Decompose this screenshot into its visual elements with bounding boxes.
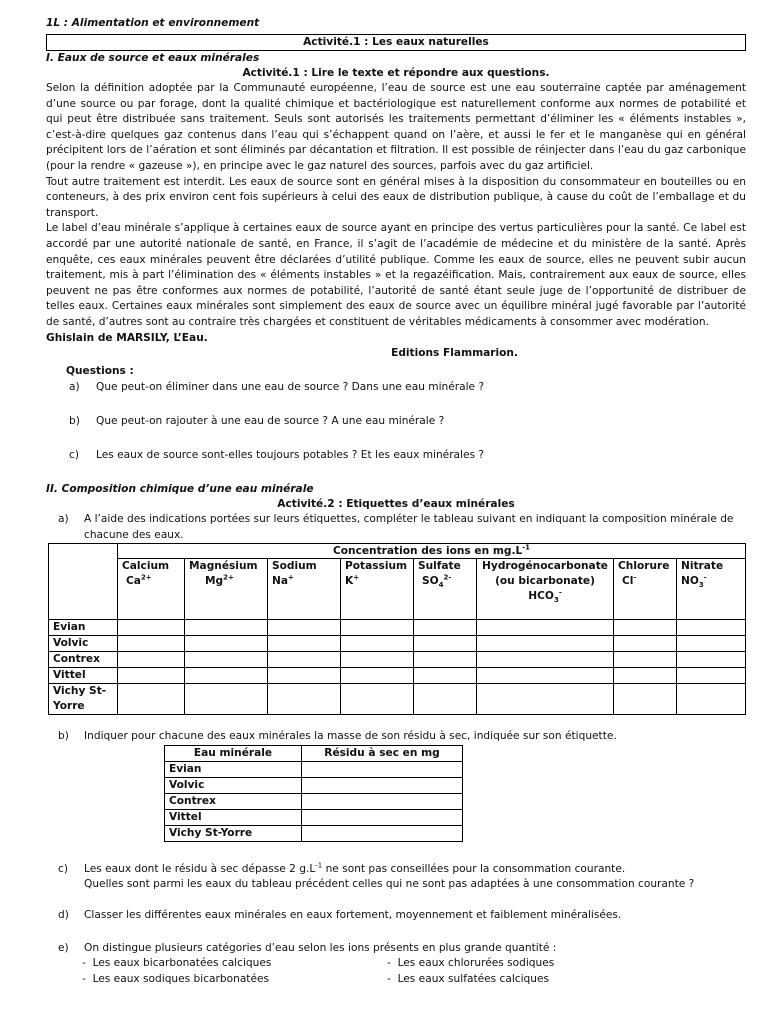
table-cell [414,652,477,668]
concentration-table [48,543,746,715]
residue-table [164,745,463,842]
item-c [46,862,746,893]
item-b-text: Indiquer pour chacune des eaux minérales la masse de son résidu à sec, indiquée sur son étiquette. [84,730,617,743]
question-b [66,414,746,429]
ion-subscript: 3 [553,596,559,605]
item-letter: e) [58,941,69,954]
table-cell [341,684,414,715]
question-letter: c) [69,449,79,462]
ion-subscript: 4 [438,581,444,590]
table-cell [414,668,477,684]
row-label: Volvic [165,777,302,793]
ion-charge: - [558,588,562,597]
row-label: Contrex [165,793,302,809]
ion-charge: - [633,573,637,582]
table-cell [614,636,677,652]
item-a-text: A l’aide des indications portées sur leurs étiquettes, compléter le tableau suivant en indiquant la composition minérale de chacune des eaux. [84,513,734,541]
ion-charge: 2- [443,573,452,582]
table-cell [477,636,614,652]
row-label: Evian [49,620,118,636]
table-cell [614,684,677,715]
table-cell [677,684,746,715]
table-row [49,684,746,715]
ion-symbol: HCO [528,590,554,603]
table-cell [677,668,746,684]
column-name: Potassium [345,560,408,573]
category-item: - Les eaux bicarbonatées calciques [82,957,272,970]
table-row [49,652,746,668]
column-name: Magnésium [189,560,258,573]
row-label: Vittel [49,668,118,684]
item-letter: b) [58,730,69,743]
table-row [49,620,746,636]
column-header [118,559,185,620]
category-item: - Les eaux chlorurées sodiques [387,957,555,970]
table-cell [677,652,746,668]
table-cell [477,652,614,668]
activity1-subtitle: Activité.1 : Lire le texte et répondre aux questions. [242,67,550,79]
table-cell [477,668,614,684]
ion-charge: 2+ [223,573,234,582]
column-name: Sodium [272,560,317,573]
table-cell [185,684,268,715]
table-row [165,825,463,841]
table-cell [477,684,614,715]
item-a [46,512,746,543]
table-empty-header [49,559,118,620]
caption-text: Concentration des ions en mg.L [332,545,523,558]
question-a [66,380,746,395]
table-cell [118,636,185,652]
table-cell [302,793,463,809]
caption-exponent: -1 [522,543,531,552]
table-row [49,668,746,684]
categories-list [82,956,746,987]
table-row [49,636,746,652]
item-d [46,908,746,924]
table-cell [614,620,677,636]
table-cell [268,652,341,668]
category-item: - Les eaux sulfatées calciques [387,972,550,985]
table-cell [302,777,463,793]
publisher-credit: Editions Flammarion. [391,347,518,360]
questions-title: Questions : [66,365,134,378]
ion-symbol: Cl [622,575,634,588]
table-cell [118,668,185,684]
item-letter: c) [58,862,68,875]
category-label: Les eaux bicarbonatées calciques [92,957,272,970]
ion-charge: - [703,573,707,582]
row-label: Contrex [49,652,118,668]
column-header [185,559,268,620]
table-cell [302,761,463,777]
table-row [165,777,463,793]
column-header [268,559,341,620]
table-cell [185,652,268,668]
section1-title: I. Eaux de source et eaux minérales [46,52,260,64]
category-label: Les eaux sulfatées calciques [397,972,550,985]
table-cell [414,620,477,636]
section2-title: II. Composition chimique d’une eau minérale [46,483,314,496]
ion-charge: + [353,573,360,582]
item-c-text [84,862,694,893]
column-name: Sulfate [418,560,461,573]
question-letter: b) [69,415,80,428]
table-cell [302,825,463,841]
item-letter: a) [58,513,69,526]
document-page [46,16,746,987]
table-row [165,793,463,809]
question-c [66,448,746,463]
paragraph-1: Selon la définition adoptée par la Communauté européenne, l’eau de source est une eau souterraine captée par aménagement d’une source ou par forage, dont la qualité chimique et bactériologique est naturellement conforme aux normes de potabilité et qui peut être distribuée sans traitement. Seuls sont autorisés les traitements permettant d’éliminer les « éléments instables », c’est-à-dire quelques gaz contenus dans l’eau qui s’échappent quand on l’aère, et aussi le fer et le manganèse qui en général précipitent lors de l’aération et sont éliminés par décantation et filtration. Il est possible de réinjecter dans l’eau du gaz carbonique (pour la rendre « gazeuse »), en principe avec le gaz naturel des sources, parfois avec du gaz artificiel. [46,82,746,172]
row-label: Vichy St-Yorre [49,684,118,715]
row-label: Vichy St-Yorre [165,825,302,841]
table-cell [118,684,185,715]
ion-symbol: SO [422,575,439,588]
paragraph-3: Le label d’eau minérale s’applique à certaines eaux de source ayant en principe des vertus particulières pour la santé. Ce label est accordé par une autorité nationale de santé, en France, il s’agit de l’académie de médecine et du ministère de la santé. Après enquête, ces eaux minérales peuvent être déclarées d’utilité publique. Comme les eaux de source, elles ne peuvent subir aucun traitement, mis à part l’élimination des « éléments instables » et la regazéification. Mais, contrairement aux eaux de source, elles peuvent ne pas être conformes aux normes de potabilité, l’autorité de santé étant seule juge de l’opportunité de distribuer de telles eaux. Certaines eaux minérales sont simplement des eaux de source avec un équilibre minéral jugé favorable par l’autorité de santé, d’autres sont au contraire très chargées et constituent de véritables médicaments à consommer avec modération. [46,222,746,328]
table-cell [185,668,268,684]
paragraph-2: Tout autre traitement est interdit. Les eaux de source sont en général mises à la disposition du consommateur en bouteilles ou en conteneurs, à des prix environ cent fois supérieurs à celui des eaux de distribution publique, à cause du coût de l’emballage et du transport. [46,175,746,219]
question-letter: a) [69,381,80,394]
category-item: - Les eaux sodiques bicarbonatées [82,972,270,985]
residue-header-row [165,745,463,761]
table-cell [268,620,341,636]
ion-symbol: K [345,575,354,588]
ion-symbol: Ca [126,575,141,588]
activity2-subtitle: Activité.2 : Etiquettes d’eaux minérales [277,498,515,511]
ion-subscript: 3 [698,581,704,590]
question-text: Que peut-on éliminer dans une eau de source ? Dans une eau minérale ? [96,381,485,394]
ion-symbol: Mg [205,575,224,588]
questions-block [66,364,746,463]
table-cell [341,652,414,668]
table-cell [118,620,185,636]
item-e-text: On distingue plusieurs catégories d’eau selon les ions présents en plus grande quantité : [84,941,557,954]
category-label: Les eaux chlorurées sodiques [397,957,555,970]
table-cell [302,809,463,825]
ion-symbol: Na [272,575,289,588]
item-letter: d) [58,909,69,922]
row-label: Vittel [165,809,302,825]
column-header [614,559,677,620]
table-header-row [49,559,746,620]
table-cell [118,652,185,668]
table-row [165,761,463,777]
table-cell [185,636,268,652]
category-label: Les eaux sodiques bicarbonatées [92,972,270,985]
item-b [46,729,746,745]
column-name: Calcium [122,560,170,573]
table-corner-cell [49,544,118,559]
table-cell [341,636,414,652]
table-cell [268,636,341,652]
column-name: Hydrogénocarbonate [482,560,608,573]
column-header [677,559,746,620]
column-header [341,559,414,620]
table-cell [677,636,746,652]
course-header: 1L : Alimentation et environnement [46,17,260,29]
row-label: Evian [165,761,302,777]
table-cell [614,668,677,684]
table-cell [614,652,677,668]
item-c-part1: Les eaux dont le résidu à sec dépasse 2 g.L [84,862,316,875]
ion-charge: 2+ [140,573,152,582]
table-cell [185,620,268,636]
column-header: Résidu à sec en mg [302,745,463,761]
activity1-banner: Activité.1 : Les eaux naturelles [46,34,746,51]
column-header [414,559,477,620]
ion-symbol: NO [681,575,699,588]
row-label: Volvic [49,636,118,652]
text-body [46,81,746,331]
item-c-exponent: -1 [315,861,323,870]
table-caption [118,544,746,559]
table-cell [414,636,477,652]
ion-charge: + [288,573,294,582]
table-cell [477,620,614,636]
table-cell [341,620,414,636]
table-cell [341,668,414,684]
table-cell [677,620,746,636]
item-d-text: Classer les différentes eaux minérales en eaux fortement, moyennement et faiblement minéralisées. [84,909,622,922]
author-credit: Ghislain de MARSILY, L’Eau. [46,331,208,344]
column-header: Eau minérale [165,745,302,761]
question-text: Que peut-on rajouter à une eau de source ? A une eau minérale ? [96,415,445,428]
table-cell [268,668,341,684]
column-name-alt: (ou bicarbonate) [495,575,595,588]
item-e [46,941,746,957]
column-header [477,559,614,620]
table-cell [268,684,341,715]
item-c-part2: ne sont pas conseillées pour la consommation courante. [325,862,626,875]
table-cell [414,684,477,715]
item-c-part3: Quelles sont parmi les eaux du tableau précédent celles qui ne sont pas adaptées à une consommation courante ? [84,878,695,891]
question-text: Les eaux de source sont-elles toujours potables ? Et les eaux minérales ? [96,449,485,462]
table-row [165,809,463,825]
column-name: Chlorure [618,560,670,573]
column-name: Nitrate [681,560,724,573]
